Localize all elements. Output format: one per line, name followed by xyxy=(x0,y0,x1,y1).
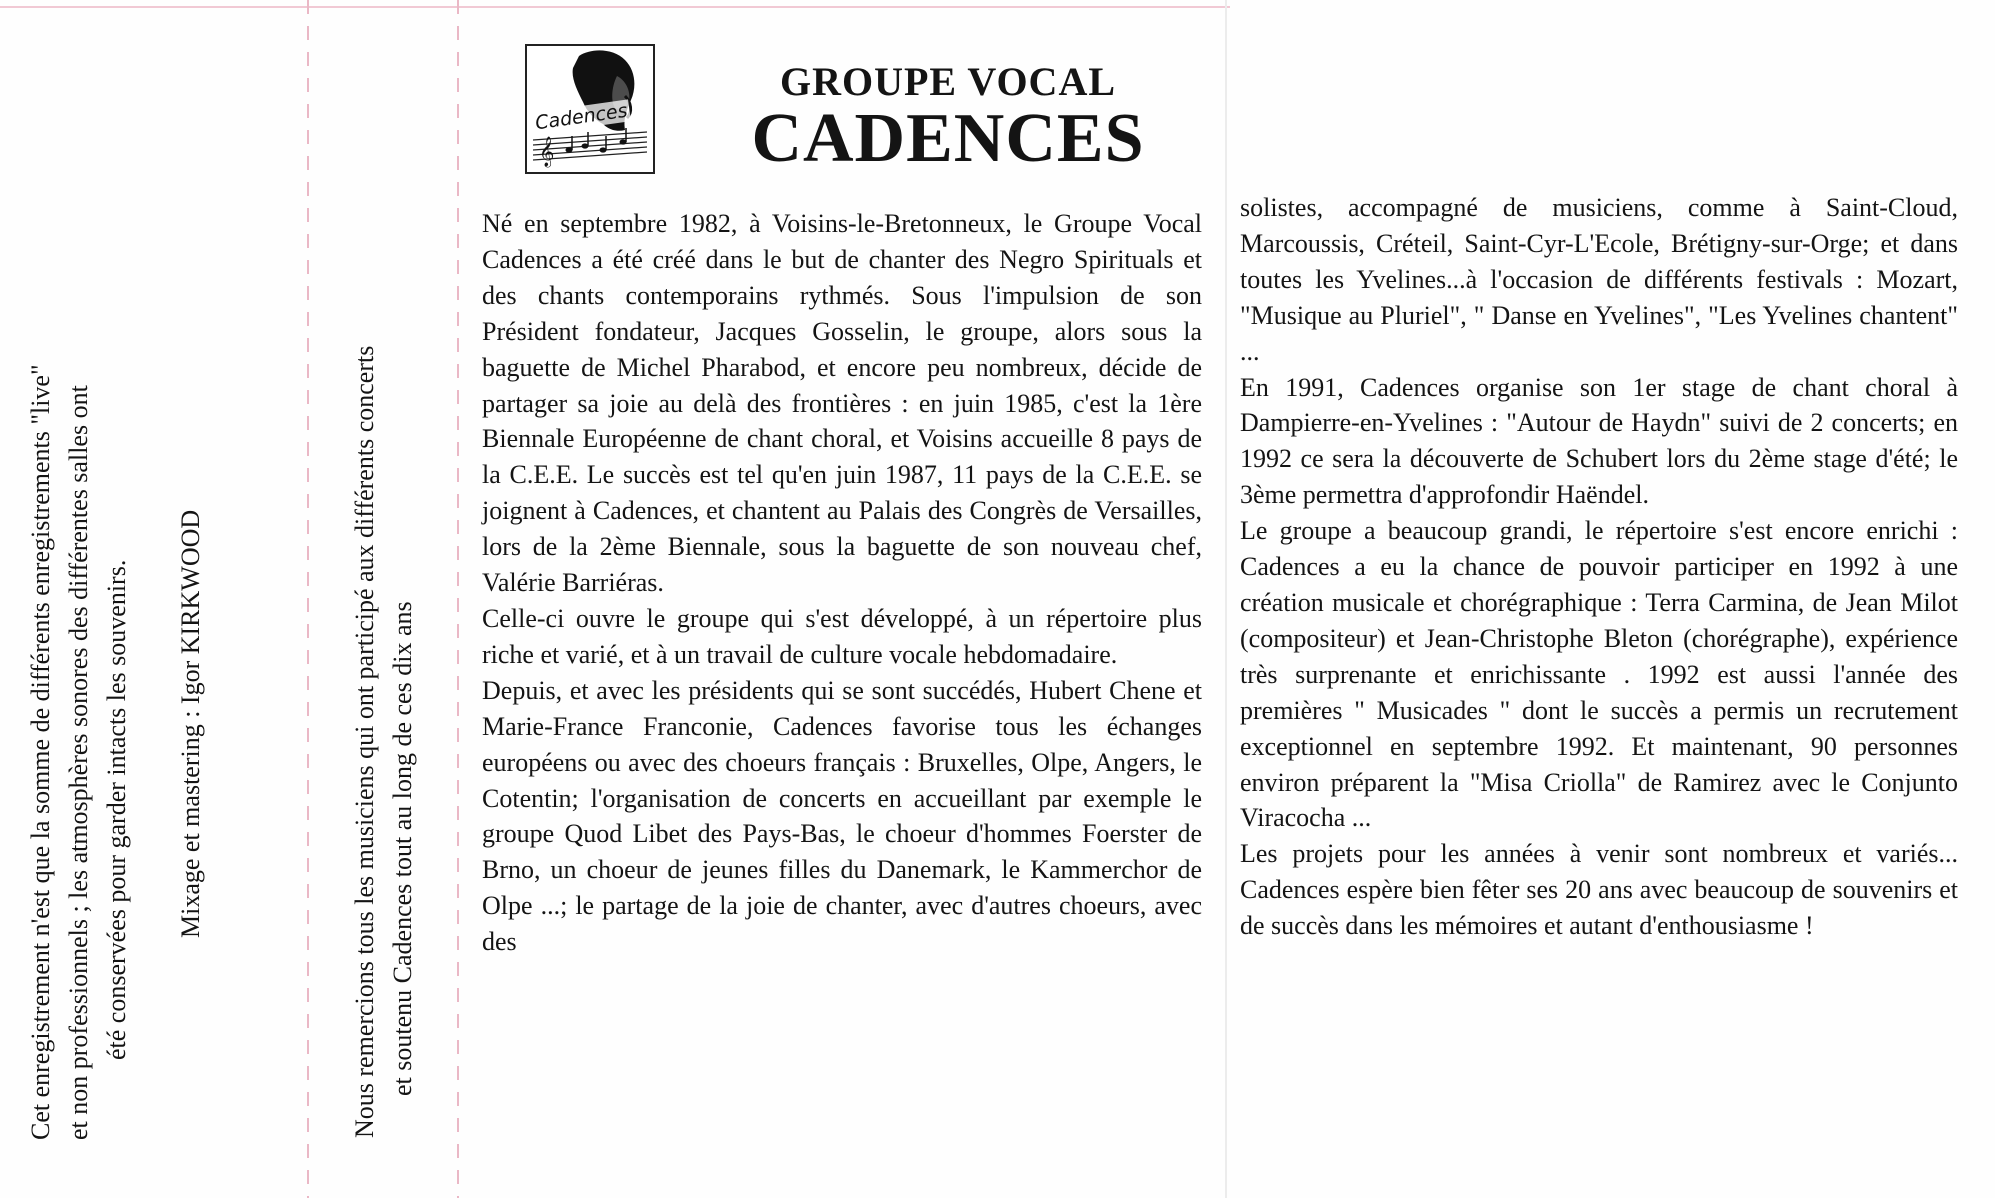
paragraph: En 1991, Cadences organise son 1er stage de chant choral à Dampierre-en-Yvelines : "Autour de Haydn" suivi de 2 concerts; en 1992 ce sera la découverte de Schubert lors du 2ème stage d'été; le 3ème permettra d'approfondir Haëndel. xyxy=(1240,372,1958,510)
paragraph: Depuis, et avec les présidents qui se sont succédés, Hubert Chene et Marie-France Franconie, Cadences favorise tous les échanges européens ou avec des choeurs français : Bruxelles, Olpe, Angers, le Cotentin; l'organisation de concerts en accueillant par exemple le groupe Quod Libet des Pays-Bas, le choeur d'hommes Foerster de Brno, un choeur de jeunes filles du Danemark, le Kammerchor de Olpe ...; le partage de la joie de chanter, avec d'autres choeurs, avec des xyxy=(482,675,1202,957)
logo-text: Cadences xyxy=(533,99,629,135)
page-title: CADENCES xyxy=(751,100,1145,177)
body-column-right xyxy=(1240,190,1958,944)
paragraph: Le groupe a beaucoup grandi, le répertoire s'est encore enrichi : Cadences a eu la chance de pouvoir participer en 1992 à une création musicale et chorégraphique : Terra Carmina, de Jean Milot (compositeur) et Jean-Christophe Bleton (chorégraphe), expérience très surprenante et enrichissante . 1992 est aussi l'année des premières " Musicades " dont le succès a permis un recrutement exceptionnel en septembre 1992. Et maintenant, 90 personnes environ préparent la "Misa Criolla" de Ramirez avec le Conjunto Viracocha ... xyxy=(1240,516,1958,833)
cadences-logo xyxy=(525,44,655,174)
thanks-line: Nous remercions tous les musiciens qui ont participé aux différents concerts xyxy=(350,345,379,1138)
credits-line: été conservées pour garder intacts les souvenirs. xyxy=(102,559,131,1060)
credits-line: et non professionnels ; les atmosphères sonores des différentes salles ont xyxy=(64,385,93,1140)
paragraph: Les projets pour les années à venir sont nombreux et variés... Cadences espère bien fêter ses 20 ans avec beaucoup de souvenirs et de succès dans les mémoires et autant d'enthousiasme ! xyxy=(1240,839,1958,941)
fold-line-1 xyxy=(307,0,309,1198)
mixing-credit-text: Mixage et mastering : Igor KIRKWOOD xyxy=(176,509,205,938)
paragraph: Celle-ci ouvre le groupe qui s'est développé, à un répertoire plus riche et varié, et à un travail de culture vocale hebdomadaire. xyxy=(482,603,1202,669)
paragraph: solistes, accompagné de musiciens, comme à Saint-Cloud, Marcoussis, Créteil, Saint-Cyr-L'Ecole, Brétigny-sur-Orge; et dans toutes les Yvelines...à l'occasion de différents festivals : Mozart, "Musique au Pluriel", " Danse en Yvelines", "Les Yvelines chantent" ... xyxy=(1240,193,1958,366)
paragraph: Né en septembre 1982, à Voisins-le-Bretonneux, le Groupe Vocal Cadences a été créé dans le but de chanter des Negro Spirituals et des chants contemporains rythmés. Sous l'impulsion de son Président fondateur, Jacques Gosselin, le groupe, alors sous la baguette de Michel Pharabod, et encore peu nombreux, décide de partager sa joie au delà des frontières : en juin 1985, c'est la 1ère Biennale Européenne de chant choral, et Voisins accueille 8 pays de la C.E.E. Le succès est tel qu'en juin 1987, 11 pays de la C.E.E. se joignent à Cadences, et chantent au Palais des Congrès de Versailles, lors de la 2ème Biennale, sous la baguette de son nouveau chef, Valérie Barriéras. xyxy=(482,209,1202,598)
top-border-line xyxy=(0,6,1230,8)
insert-right-edge xyxy=(1225,0,1227,1198)
credits-line: Cet enregistrement n'est que la somme de différents enregistrements "live" xyxy=(26,364,55,1140)
svg-text:𝄞: 𝄞 xyxy=(539,137,555,167)
credits-panel xyxy=(22,364,136,1140)
page-subtitle: GROUPE VOCAL xyxy=(779,59,1117,104)
mixing-credit xyxy=(172,510,210,938)
thanks-panel xyxy=(346,346,422,1138)
thanks-line: et soutenu Cadences tout au long de ces dix ans xyxy=(388,601,417,1096)
body-column-left xyxy=(482,206,1202,960)
fold-line-2 xyxy=(457,0,459,1198)
